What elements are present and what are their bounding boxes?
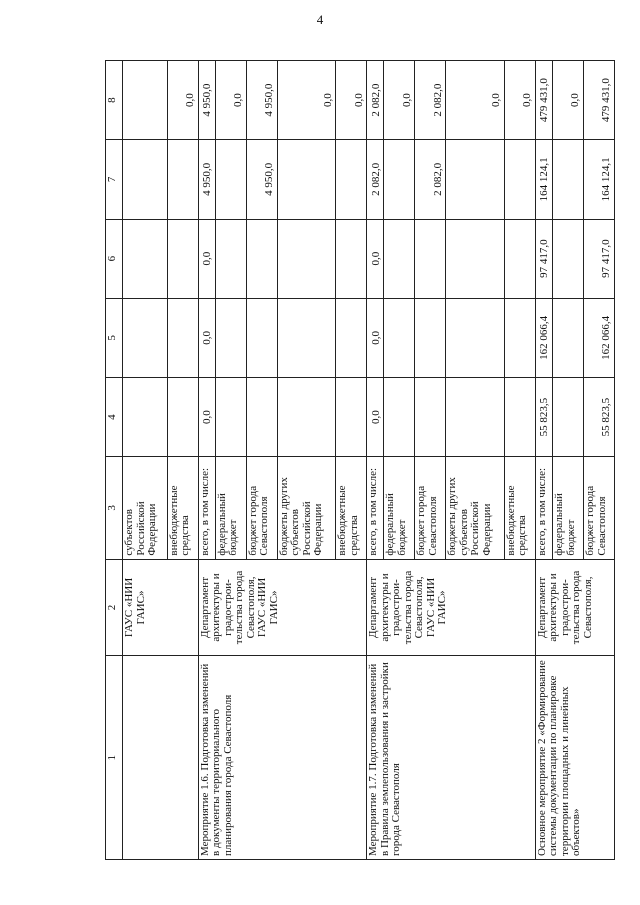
value-col-7: 2 082,0 — [367, 140, 384, 219]
value-col-4 — [415, 377, 446, 456]
value-col-6 — [167, 219, 198, 298]
value-col-8: 2 082,0 — [415, 61, 446, 140]
funding-source: бюджет города Севастополя — [415, 457, 446, 559]
value-col-8 — [123, 61, 168, 140]
value-col-6 — [446, 219, 504, 298]
value-col-4 — [504, 377, 535, 456]
value-col-5 — [553, 298, 584, 377]
executor: Департамент архитектуры и градострои-тельства города Севастополя, ГАУС «НИИ ГАИС» — [367, 559, 536, 656]
value-col-8: 0,0 — [504, 61, 535, 140]
value-col-6: 0,0 — [198, 219, 215, 298]
value-col-5 — [504, 298, 535, 377]
value-col-7 — [384, 140, 415, 219]
budget-table — [105, 60, 615, 860]
executor: Департамент архитектуры и градострои-тельства города Севастополя, — [535, 559, 614, 656]
value-col-5: 162 066,4 — [583, 298, 614, 377]
funding-source: субъектов Российской Федерации — [123, 457, 168, 559]
value-col-6: 97 417,0 — [583, 219, 614, 298]
value-col-6 — [504, 219, 535, 298]
value-col-6 — [384, 219, 415, 298]
value-col-4 — [336, 377, 367, 456]
value-col-8: 4 950,0 — [198, 61, 215, 140]
value-col-4: 0,0 — [198, 377, 215, 456]
table-row — [367, 61, 384, 860]
measure-name: Мероприятие 1.6. Подготовка изменений в документы территориального планирования города Севастополя — [198, 656, 367, 860]
value-col-4 — [246, 377, 277, 456]
funding-source: внебюджетные средства — [504, 457, 535, 559]
measure-name: Мероприятие 1.7. Подготовка изменений в Правила землепользования и застройки города Севастополя — [367, 656, 536, 860]
funding-source: бюджеты других субъектов Российской Федерации — [446, 457, 504, 559]
funding-source: внебюджетные средства — [336, 457, 367, 559]
value-col-7 — [336, 140, 367, 219]
value-col-7: 2 082,0 — [415, 140, 446, 219]
header-col-7: 7 — [106, 140, 123, 219]
value-col-8: 0,0 — [277, 61, 335, 140]
table-header-row — [106, 61, 123, 860]
funding-source: всего, в том числе: — [367, 457, 384, 559]
header-col-4: 4 — [106, 377, 123, 456]
value-col-6: 97 417,0 — [535, 219, 552, 298]
value-col-8: 4 950,0 — [246, 61, 277, 140]
funding-source: внебюджетные средства — [167, 457, 198, 559]
value-col-6 — [215, 219, 246, 298]
funding-source: бюджет города Севастополя — [246, 457, 277, 559]
funding-source: федеральный бюджет — [553, 457, 584, 559]
value-col-6 — [123, 219, 168, 298]
value-col-4 — [384, 377, 415, 456]
value-col-8: 479 431,0 — [535, 61, 552, 140]
value-col-5 — [123, 298, 168, 377]
funding-source: федеральный бюджет — [384, 457, 415, 559]
value-col-5: 0,0 — [198, 298, 215, 377]
value-col-5 — [215, 298, 246, 377]
table-row — [198, 61, 215, 860]
value-col-6 — [277, 219, 335, 298]
value-col-5: 0,0 — [367, 298, 384, 377]
value-col-7: 164 124,1 — [583, 140, 614, 219]
header-col-5: 5 — [106, 298, 123, 377]
value-col-7 — [123, 140, 168, 219]
value-col-4 — [446, 377, 504, 456]
value-col-5 — [446, 298, 504, 377]
header-col-6: 6 — [106, 219, 123, 298]
value-col-5 — [167, 298, 198, 377]
executor: Департамент архитектуры и градострои-тельства города Севастополя, ГАУС «НИИ ГАИС» — [198, 559, 367, 656]
value-col-4 — [277, 377, 335, 456]
value-col-6 — [336, 219, 367, 298]
value-col-8: 0,0 — [384, 61, 415, 140]
funding-source: бюджеты других субъектов Российской Федерации — [277, 457, 335, 559]
value-col-8: 0,0 — [553, 61, 584, 140]
funding-source: всего, в том числе: — [535, 457, 552, 559]
value-col-7: 164 124,1 — [535, 140, 552, 219]
value-col-8: 0,0 — [167, 61, 198, 140]
header-col-2: 2 — [106, 559, 123, 656]
value-col-4 — [123, 377, 168, 456]
value-col-4: 0,0 — [367, 377, 384, 456]
table-row — [535, 61, 552, 860]
header-col-1: 1 — [106, 656, 123, 860]
value-col-7 — [504, 140, 535, 219]
value-col-8: 479 431,0 — [583, 61, 614, 140]
value-col-7 — [167, 140, 198, 219]
value-col-4: 55 823,5 — [583, 377, 614, 456]
value-col-7 — [553, 140, 584, 219]
value-col-4 — [167, 377, 198, 456]
header-col-8: 8 — [106, 61, 123, 140]
page-number: 4 — [316, 12, 324, 27]
value-col-6 — [553, 219, 584, 298]
value-col-4 — [215, 377, 246, 456]
table-row — [123, 61, 168, 860]
budget-table-rotated — [105, 60, 615, 860]
funding-source: бюджет города Севастополя — [583, 457, 614, 559]
value-col-4: 55 823,5 — [535, 377, 552, 456]
value-col-6 — [246, 219, 277, 298]
value-col-4 — [553, 377, 584, 456]
value-col-7: 4 950,0 — [198, 140, 215, 219]
value-col-6 — [415, 219, 446, 298]
measure-name: Основное мероприятие 2 «Формирование системы документации по планировке территории площадных и линейных объектов» — [535, 656, 614, 860]
value-col-5 — [246, 298, 277, 377]
funding-source: федеральный бюджет — [215, 457, 246, 559]
value-col-7 — [277, 140, 335, 219]
value-col-5 — [384, 298, 415, 377]
funding-source: всего, в том числе: — [198, 457, 215, 559]
value-col-7 — [215, 140, 246, 219]
value-col-7: 4 950,0 — [246, 140, 277, 219]
value-col-8: 0,0 — [336, 61, 367, 140]
value-col-8: 2 082,0 — [367, 61, 384, 140]
header-col-3: 3 — [106, 457, 123, 559]
value-col-8: 0,0 — [446, 61, 504, 140]
value-col-7 — [446, 140, 504, 219]
value-col-5: 162 066,4 — [535, 298, 552, 377]
value-col-5 — [336, 298, 367, 377]
measure-name — [123, 656, 199, 860]
value-col-5 — [415, 298, 446, 377]
executor: ГАУС «НИИ ГАИС» — [123, 559, 199, 656]
value-col-8: 0,0 — [215, 61, 246, 140]
value-col-5 — [277, 298, 335, 377]
value-col-6: 0,0 — [367, 219, 384, 298]
